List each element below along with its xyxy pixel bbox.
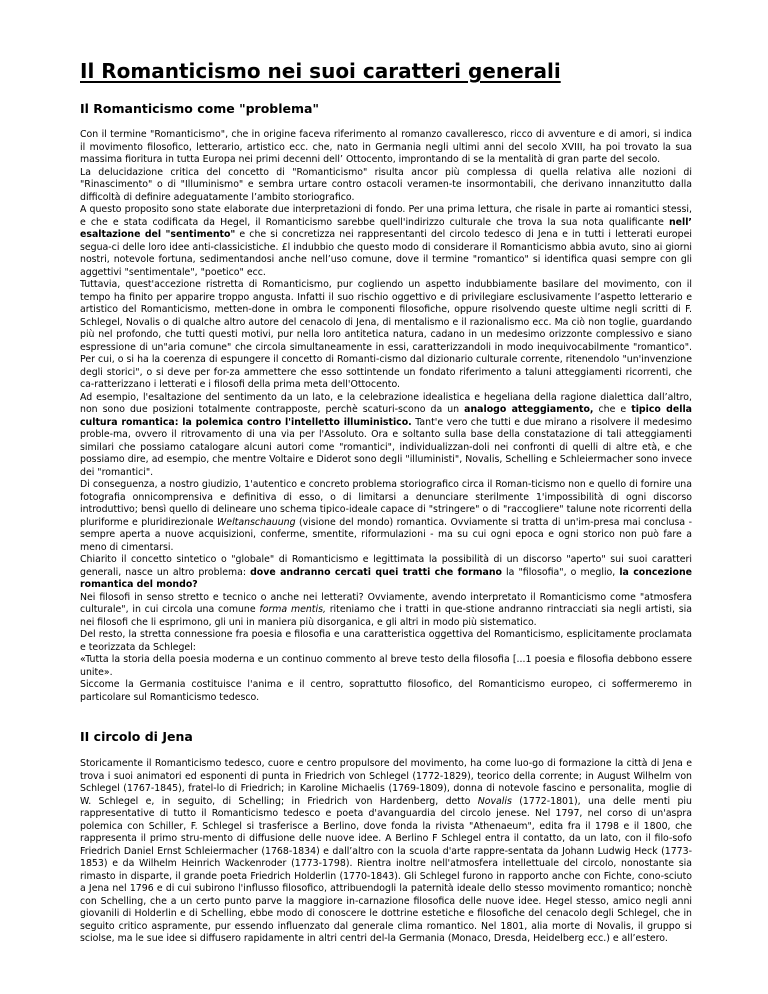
bold-text-run: nell’ esaltazione del "sentimento" (80, 216, 692, 240)
paragraph: Con il termine "Romanticismo", che in origine faceva riferimento al romanzo cavalleresco, ricco di avventure e di amori, si indica il movimento filosofico, letterario, artistico ecc. che, nato in Germania negli ultimi anni del secolo XVIII, ha poi trovato la sua massima fioritura in tutta Europa nei primi decenni dell’ Ottocento, improntando di se la mentalità di gran parte del secolo. (80, 129, 692, 165)
section-heading-romanticismo-problema: Il Romanticismo come "problema" (80, 101, 319, 116)
section-heading-circolo-jena: II circolo di Jena (80, 729, 193, 744)
paragraph: Siccome la Germania costituisce l'anima e il centro, soprattutto filosofico, del Romanticismo europeo, ci soffermeremo in particolare sul Romanticismo tedesco. (80, 679, 692, 703)
paragraph (80, 758, 692, 946)
section-body-romanticismo-problema (80, 129, 692, 704)
text-run: e che si concretizza nei rappresentanti del circolo tedesco di Jena e in tutti i letterati europei segua-ci delle loro idee anti-classicistiche. £l indubbio che questo modo di considerare il Romanticismo abbia avuto, sino ai giorni nostri, notevole fortuna, sedimentandosi anche nell’uso comune, dove il termine "romantico" si identifica quasi sempre con gli aggettivi "sentimentale", "poetico" ecc. (80, 229, 692, 278)
section-body-circolo-jena (80, 758, 692, 946)
paragraph (80, 392, 692, 480)
text-run: la "filosofia", o meglio, (501, 566, 620, 578)
text-run: Storicamente il Romanticismo tedesco, cuore e centro propulsore del movimento, ha come luo-go di formazione la città di Jena e trova i suoi animatori ed esponenti di punta in Friedrich von Schlegel (1772-1829), teorico della corrente; in August Wilhelm von Schlegel (1767-1845), fratel-lo di Friedrich; in Karoline Michaelis (1769-1809), donna di notevole fascino e personalita, moglie di W. Schlegel e, in seguito, di Schelling; in Friedrich von Hardenberg, detto (80, 758, 692, 807)
italic-text-run: Novalis (477, 795, 512, 807)
text-run: Tant'e vero che tutti e due mirano a risolvere il medesimo proble-ma, ovvero il ritrovamento di una via per l'Assoluto. Ora e soltanto sulla base della constatazione di tali atteggiamenti similari che possiamo catalogare alcuni autori come "romantici", individualizzan-doli nei confronti di quelli di altre età, e che possiamo dire, ad esempio, che mentre Voltaire e Diderot sono degli "illuministi", Novalis, Schelling e Schleiermacher sono invece dei "romantici". (80, 416, 692, 478)
text-run: Ad esempio, l'esaltazione del sentimento da un lato, e la celebrazione idealistica e hegeliana della ragione dialettica dall’altro, non sono due posizioni totalmente contrapposte, perchè scaturi-scono da un (80, 391, 692, 415)
bold-text-run: la concezione romantica del mondo? (80, 566, 692, 590)
bold-text-run: tipico della cultura romantica: la polemica contro l'intelletto illuministico. (80, 404, 692, 428)
paragraph (80, 479, 692, 554)
paragraph (80, 554, 692, 592)
paragraph (80, 204, 692, 279)
text-run: Nei filosofi in senso stretto e tecnico o anche nei letterati? Ovviamente, avendo interpretato il Romanticismo come "atmosfera culturale", in cui circola una comune (80, 591, 692, 615)
bold-text-run: dove andranno cercati quei tratti che formano (250, 566, 502, 578)
paragraph: Del resto, la stretta connessione fra poesia e filosofia e una caratteristica oggettiva del Romanticismo, esplicitamente proclamata e teorizzata da Schlegel: (80, 629, 692, 653)
text-run: che e (593, 404, 632, 415)
quote-paragraph: «Tutta la storia della poesia moderna e un continuo commento al breve testo della filosofia [...1 poesia e filosofia debbono essere unite». (80, 654, 692, 678)
paragraph (80, 592, 692, 630)
text-run: Chiarito il concetto sintetico o "globale" di Romanticismo e legittimata la possibilità di un discorso "aperto" sui suoi caratteri generali, nasce un altro problema: (80, 554, 692, 578)
text-run: (1772-1801), una delle menti piu rappresentative di tutto il Romanticismo tedesco e poeta d'avanguardia del circolo jenese. Nel 1797, nel corso di un'aspra polemica con Schiller, F. Schlegel si trasferisce a Berlino, dove fonda la rivista "Athenaeum", edita fra il 1798 e il 1800, che rappresenta il primo stru-mento di diffusione delle nuove idee. A Berlino F Schlegel entra il contatto, da un lato, con il filo-sofo Friedrich Daniel Ernst Schleiermacher (1768-1834) e dall’altro con la scuola d'arte rappre-sentata da Johann Ludwig Heck (1773-1853) e da Wilhelm Heinrich Wackenroder (1773-1798). Rientra inoltre nell'atmosfera intellettuale del circolo, nonostante sia rimasto in disparte, il grande poeta Friedrich Holderlin (1770-1843). Gli Schlegel furono in rapporto anche con Fichte, cono-sciuto a Jena nel 1796 e di cui subirono l'influsso filosofico, attribuendogli la paternità ideale dello stesso movimento romantico; nonchè con Schelling, che a un certo punto parve la maggiore in-carnazione filosofica delle nuove idee. Hegel stesso, amico negli anni giovanili di Holderlin e di Schelling, ebbe modo di conoscere le dottrine estetiche e filosofiche del cenacolo degli Schlegel, che in seguito critico aspramente, pur essendo influenzato dal generale clima romantico. Nel 1801, alia morte di Novalis, il gruppo si sciolse, ma le sue idee si diffusero rapidamente in altri centri del-la Germania (Monaco, Dresda, Heidelberg ecc.) e all’estero. (80, 795, 692, 944)
italic-text-run: forma mentis, (259, 604, 326, 615)
italic-text-run: Weltanschauung (217, 516, 296, 528)
text-run: A questo proposito sono state elaborate due interpretazioni di fondo. Per una prima lettura, che risale in parte ai romantici stessi, e che e stata codificata da Hegel, il Romanticismo sarebbe quell'indirizzo culturale che trova la sua nota qualificante (80, 204, 692, 228)
text-run: riteniamo che i tratti in que-stione andranno rintracciati sia negli artisti, sia nei filosofi che li esprimono, gli uni in maniera più disorganica, e gli altri in modo più sistematico. (80, 604, 692, 628)
page-title: Il Romanticismo nei suoi caratteri generali (80, 59, 561, 83)
text-run: (visione del mondo) romantica. Ovviamente si tratta di un'im-presa mai conclusa - sempre aperta a nuove acquisizioni, conferme, smentite, riformulazioni - ma su cui ogni epoca e ogni storico non può fare a meno di cimentarsi. (80, 516, 692, 553)
paragraph: Tuttavia, quest'accezione ristretta di Romanticismo, pur cogliendo un aspetto indubbiamente basilare del movimento, con il tempo ha finito per apparire troppo angusta. Infatti il suo rischio oggettivo e di privilegiare esclusivamente l’aspetto letterario e artistico del Romanticismo, metten-done in ombra le componenti filosofiche, oppure risolvendo queste ultime negli scritti di F. Schlegel, Novalis o di qualche altro autore del cenacolo di Jena, di mentalismo e il razionalismo ecc. Ma ciò non toglie, guardando più nel profondo, che tutti questi motivi, pur nella loro antitetica natura, cadano in un medesimo orizzonte complessivo e siano espressione di un"aria comune" che circola simultaneamente in essi, caratterizzandoli in modo inequivocabilmente "romantico". Per cui, o si ha la coerenza di espungere il concetto di Romanti-cismo dal dizionario culturale corrente, ritenendolo "un'invenzione degli storici", o si deve per for-za ammettere che esso sottintende un fondato riferimento a taluni atteggiamenti ricorrenti, che ca-ratterizzano i letterati e i filosofi della prima meta dell'Ottocento. (80, 279, 692, 390)
document-page (80, 58, 692, 946)
paragraph: La delucidazione critica del concetto di "Romanticismo" risulta ancor più complessa di quella relativa alle nozioni di "Rinascimento" o di "Illuminismo" e sembra urtare contro ostacoli veramen-te insormontabili, che derivano innanzitutto dalla difficoltà di definire adeguatamente l’ambito storiografico. (80, 166, 692, 203)
bold-text-run: analogo atteggiamento, (464, 404, 594, 415)
text-run: Di conseguenza, a nostro giudizio, 1'autentico e concreto problema storiografico circa il Roman-ticismo non e quello di fornire una fotografia onnicomprensiva e definitiva di esso, o di limitarsi a denunciare sterilmente 1'impossibilità di ogni discorso introduttivo; bensì quello di delineare uno schema tipico-ideale capace di "stringere" o di "raccogliere" talune note ricorrenti della pluriforme e pluridirezionale (80, 479, 692, 528)
